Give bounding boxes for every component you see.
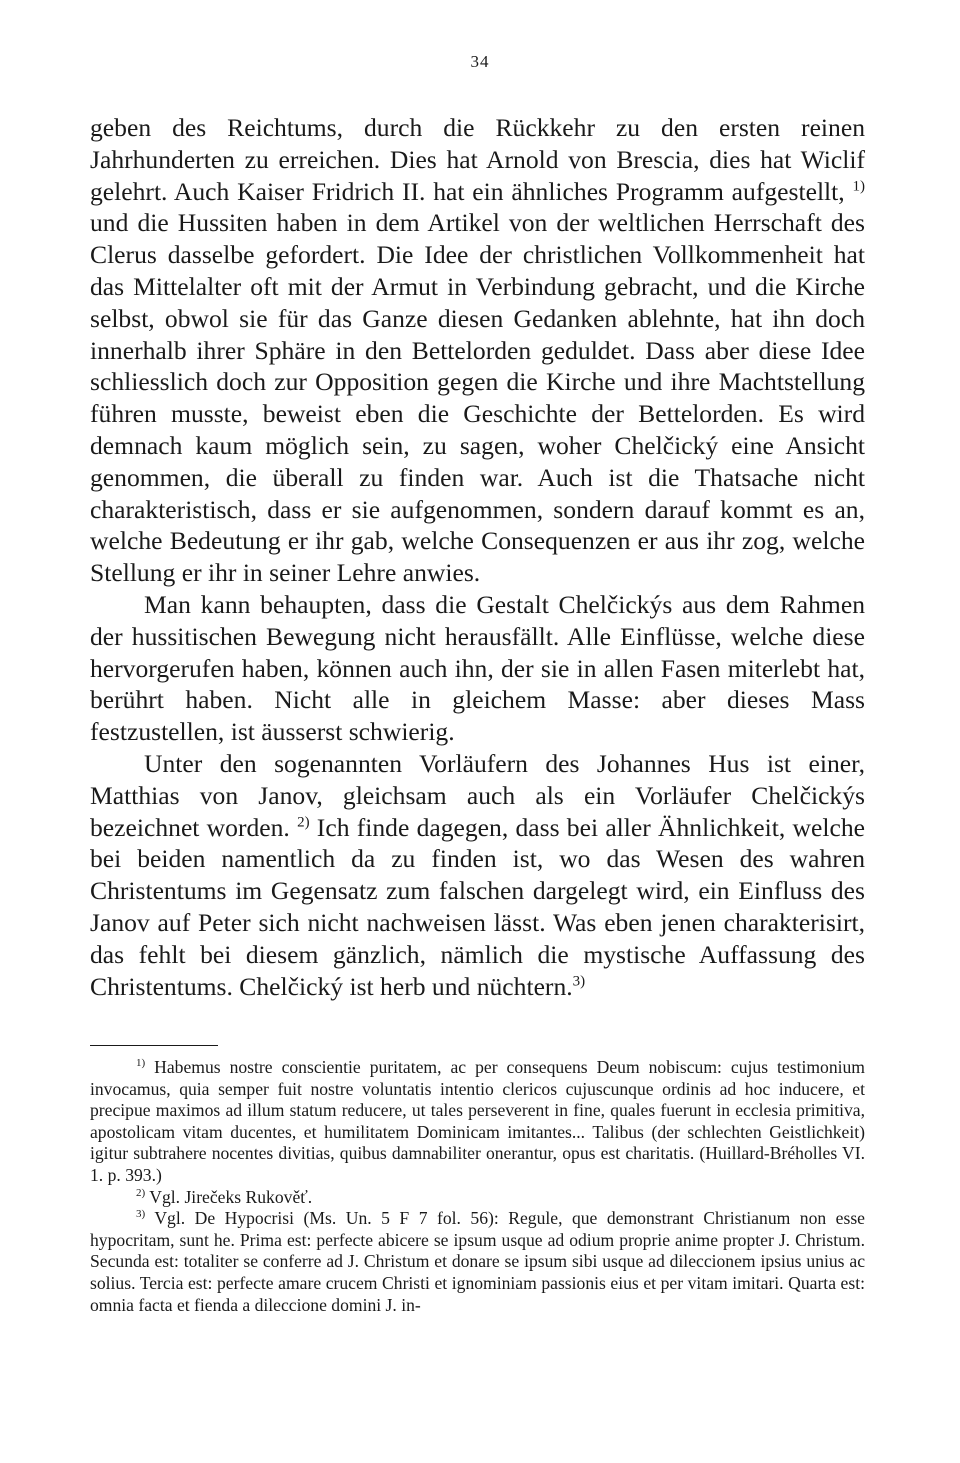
footnote-1-marker: 1) [136,1057,146,1070]
footnote-ref-2: 2) [297,814,310,830]
paragraph-1 [90,112,865,589]
footnote-ref-3: 3) [572,972,586,989]
footnote-2-text: Vgl. Jirečeks Rukověť. [149,1186,313,1207]
paragraph-3-text-a: Unter den sogenannten Vorläufern des Johannes Hus ist einer, Matthias von Janov, gleichsam auch als ein Vorläufer Chelčickýs bezeichnet worden. [90,748,865,842]
footnote-separator [90,1045,218,1046]
paragraph-2-text: Man kann behaupten, dass die Gestalt Chelčickýs aus dem Rahmen der hussitischen Bewegung nicht herausfällt. Alle Einflüsse, welche diese hervorgerufen haben, können auch ihn, der sie in allen Fasen miterlebt hat, berührt haben. Nicht alle in gleichem Masse: aber dieses Mass festzustellen, ist äusserst schwierig. [90,589,865,747]
paragraph-3-text-b: Ich finde dagegen, dass bei aller Ähnlichkeit, welche bei beiden namentlich da zu finden ist, wo das Wesen des wahren Christentums im Gegensatz zum falschen dargelegt wird, ein Einfluss des Janov auf Peter sich nicht nachweisen lässt. Was eben jenen charakterisirt, das fehlt bei diesem gänzlich, nämlich die mystische Auffassung des Christentums. Chelčický ist herb und nüchtern. [90,812,865,1001]
paragraph-1-text-a: geben des Reichtums, durch die Rückkehr zu den ersten reinen Jahrhunderten zu erreichen. Dies hat Arnold von Brescia, dies hat Wiclif gelehrt. Auch Kaiser Fridrich II. hat ein ähnliches Programm aufgestellt, [90,113,865,206]
footnotes [90,1057,865,1316]
footnote-1-text: Habemus nostre conscientie puritatem, ac per consequens Deum nobiscum: cujus testimonium invocamus, quia semper fuit nostre voluntatis intentio clericos cujuscunque ordinis ad hoc inducere, et precipue maximos ad illum statum reducere, ut tales perseverent in fine, quales fuerunt in ecclesia primitiva, apostolicam vitam ducentes, et humilitatem Dominicam imitantes... Talibus (der schlechten Geistlichkeit) igitur subtrahere nocentes divitias, quibus damnabiliter onerantur, opus est charitatis. (Huillard-Bréholles VI. 1. p. 393.) [90,1057,865,1185]
footnote-3-text: Vgl. De Hypocrisi (Ms. Un. 5 F 7 fol. 56): Regule, que demonstrant Christianum non esse hypocritam, sunt he. Prima est: perfecte abicere se ipsum usque ad odium proprie anime propter J. Christum. Secunda est: totaliter se conferre ad J. Christum et donare se ipsum sibi usque ad dileccionem ipsius unius ac solius. Tercia est: perfecte amare crucem Christi et ignominiam passionis eius et per vitam imitari. Quarta est: omnia facta et fienda a dileccione domini J. in- [90,1208,865,1315]
paragraph-1-text-b: und die Hussiten haben in dem Artikel von der weltlichen Herrschaft des Clerus dasselbe gefordert. Die Idee der christlichen Vollkommenheit hat das Mittelalter oft mit der Armut in Verbindung gebracht, und die Kirche selbst, obwol sie für das Ganze diesen Gedanken ablehnte, hat ihn doch innerhalb ihrer Sphäre in den Bettelorden geduldet. Dass aber diese Idee schliesslich doch zur Opposition gegen die Kirche und ihre Machtstellung führen musste, beweist eben die Geschichte der Bettelorden. Es wird demnach kaum möglich sein, zu sagen, woher Chelčický eine Ansicht genommen, die überall zu finden war. Auch ist die Thatsache nicht charakteristisch, dass er sie aufgenommen, sondern darauf kommt es an, welche Bedeutung er ihr gab, welche Consequenzen er aus ihr zog, welche Stellung er ihr in seiner Lehre anwies. [90,208,865,588]
footnote-1 [90,1057,865,1187]
paragraph-3 [90,748,865,1002]
footnote-2 [90,1187,865,1209]
paragraph-2 [90,589,865,748]
page-number: 34 [470,52,490,71]
footnote-3 [90,1208,865,1316]
footnote-3-marker: 3) [136,1208,146,1221]
footnote-2-marker: 2) [136,1186,146,1199]
footnote-ref-1: 1) [852,178,865,195]
main-text [90,112,865,1002]
